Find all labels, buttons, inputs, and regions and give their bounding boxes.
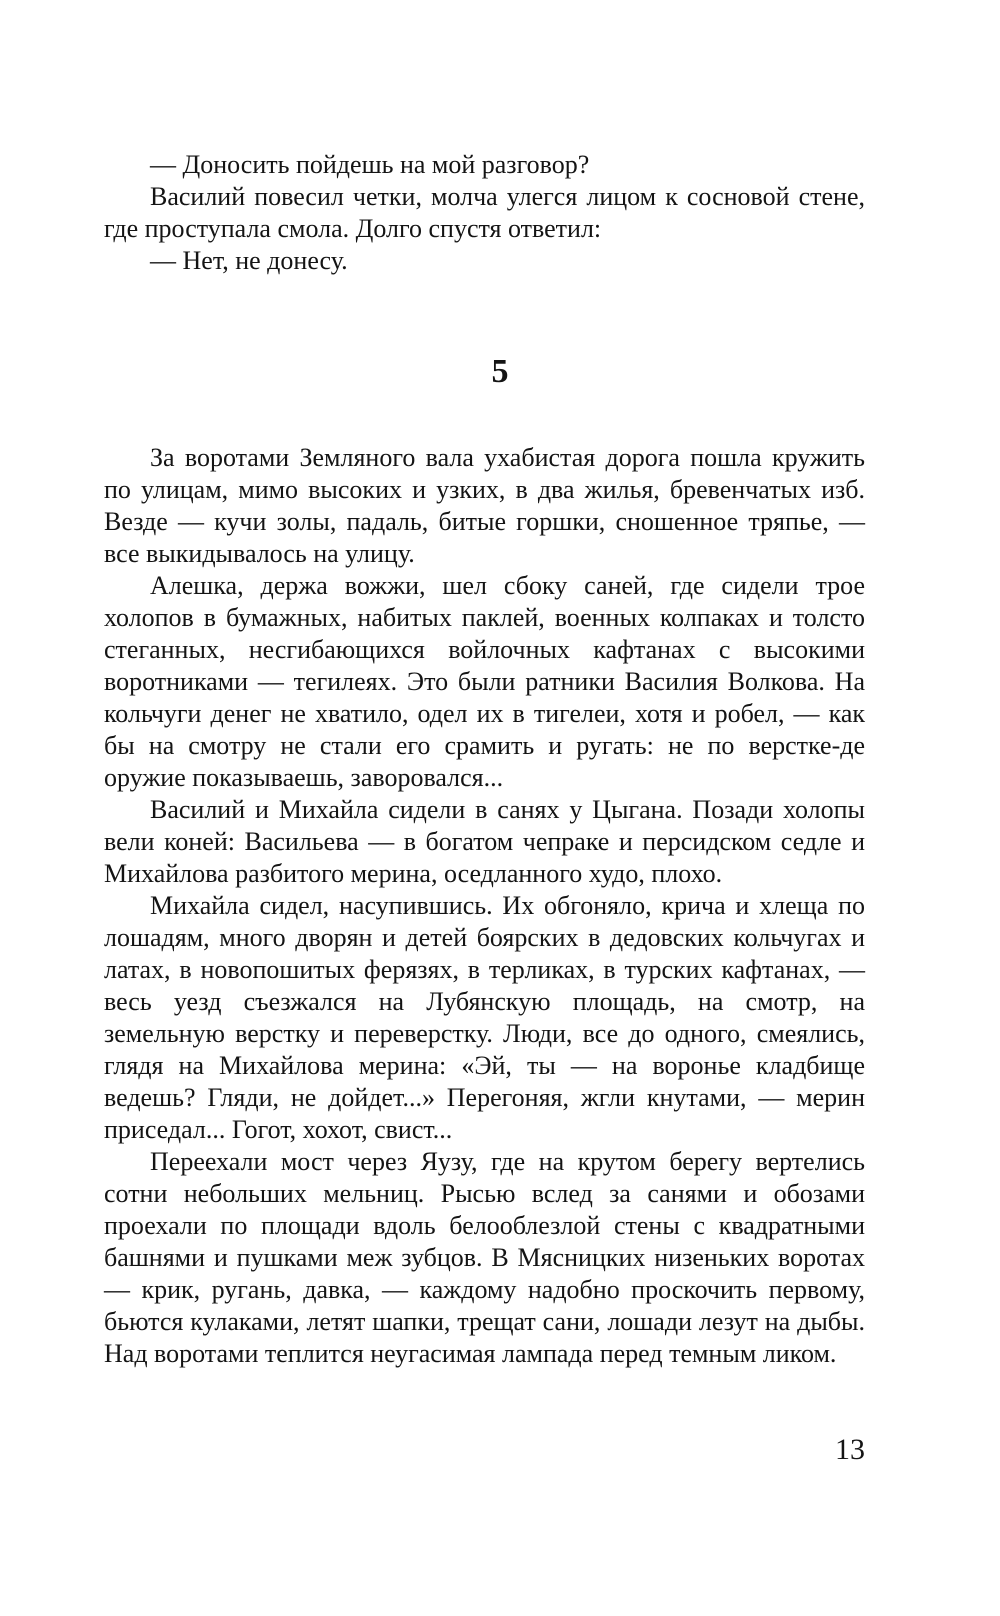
text-block-top	[104, 149, 865, 277]
paragraph: — Доносить пойдешь на мой разговор?	[150, 150, 590, 179]
paragraph: Василий повесил четки, молча улегся лицом к сосновой стене, где проступала смола. Долго спустя ответил:	[104, 182, 865, 243]
paragraph: Переехали мост через Яузу, где на крутом берегу вертелись сотни небольших мельниц. Рысью вслед за санями и обозами проехали по площади вдоль белооблезлой стены с квадратными башнями и пушками меж зубцов. В Мясницких низеньких воротах — крик, ругань, давка, — каждому надобно проскочить первому, бьются кулаками, летят шапки, трещат сани, лошади лезут на дыбы. Над воротами теплится неугасимая лампада перед темным ликом.	[104, 1147, 865, 1368]
paragraph: За воротами Земляного вала ухабистая дорога пошла кружить по улицам, мимо высоких и узких, в два жилья, бревенчатых изб. Везде — кучи золы, падаль, битые горшки, сношенное тряпье, — все выкидывалось на улицу.	[104, 443, 865, 568]
page-number: 13	[835, 1433, 865, 1466]
chapter-number: 5	[491, 353, 509, 390]
paragraph: — Нет, не донесу.	[150, 246, 348, 275]
paragraph: Михайла сидел, насупившись. Их обгоняло, крича и хлеща по лошадям, много дворян и детей боярских в дедовских кольчугах и латах, в новопошитых ферязях, в терликах, в турских кафтанах, — весь уезд съезжался на Лубянскую площадь, на смотр, на земельную верстку и переверстку. Люди, все до одного, смеялись, глядя на Михайлова мерина: «Эй, ты — на воронье кладбище ведешь? Гляди, не дойдет...» Перегоняя, жгли кнутами, — мерин приседал... Гогот, хохот, свист...	[104, 891, 865, 1144]
paragraph: Алешка, держа вожжи, шел сбоку саней, где сидели трое холопов в бумажных, набитых паклей, военных колпаках и толсто стеганных, несгибающихся войлочных кафтанах с высокими воротниками — тегилеях. Это были ратники Василия Волкова. На кольчуги денег не хватило, одел их в тигелеи, хотя и робел, — как бы на смотру не стали его срамить и ругать: не по верстке-де оружие показываешь, заворовался...	[104, 571, 865, 792]
paragraph: Василий и Михайла сидели в санях у Цыгана. Позади холопы вели коней: Васильева — в богатом чепраке и персидском седле и Михайлова разбитого мерина, оседланного худо, плохо.	[104, 795, 865, 888]
text-block-main	[104, 442, 865, 1370]
